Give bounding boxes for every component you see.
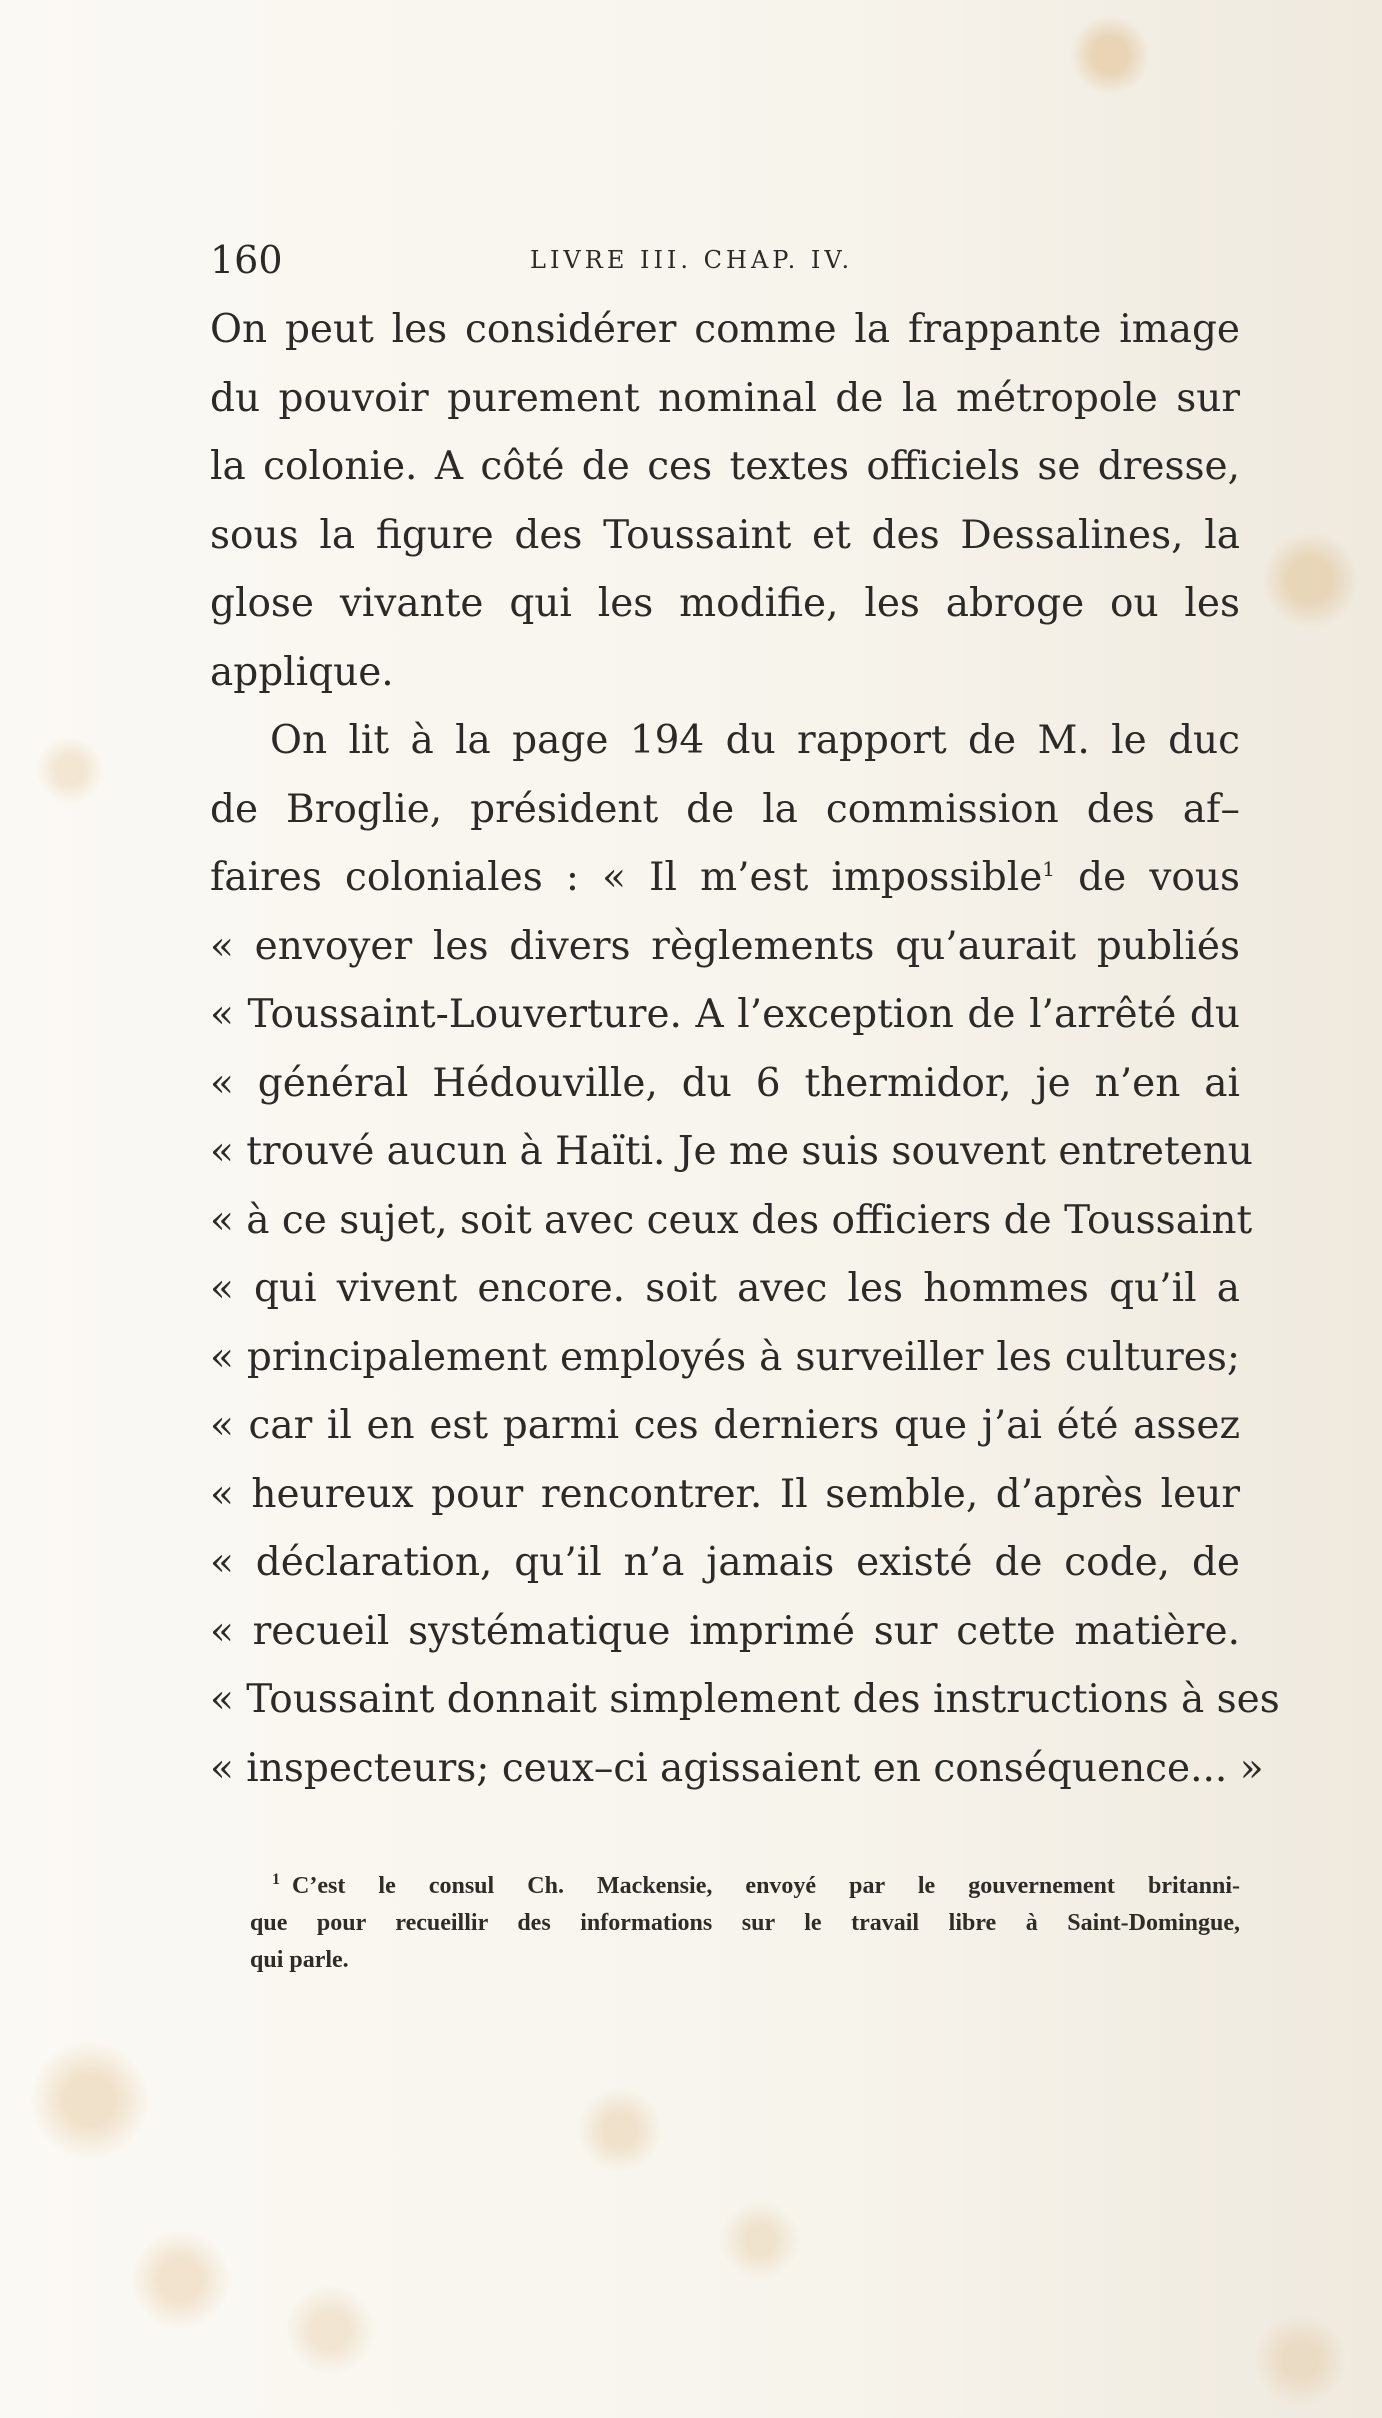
body-line: de Broglie, président de la commission des af– xyxy=(210,786,1240,832)
body-line: « inspecteurs; ceux–ci agissaient en conséquence... » xyxy=(210,1745,1264,1791)
body-line: sous la figure des Toussaint et des Dessalines, la xyxy=(210,512,1240,558)
body-line: « déclaration, qu’il n’a jamais existé de code, de xyxy=(210,1540,1240,1585)
footnote xyxy=(250,1868,1240,1979)
footnote-line xyxy=(250,1868,1240,1905)
body-line: On peut les considérer comme la frappante image xyxy=(210,307,1240,352)
body-line: « Toussaint donnait simplement des instructions à ses xyxy=(210,1677,1280,1722)
body-line: « qui vivent encore. soit avec les hommes qu’il a xyxy=(210,1266,1240,1311)
body-line: « à ce sujet, soit avec ceux des officiers de Toussaint xyxy=(210,1197,1253,1243)
footnote-line: que pour recueillir des informations sur le travail libre à Saint-Domingue, xyxy=(250,1910,1240,1936)
body-line-text: faires coloniales : « Il m’est impossible xyxy=(210,855,1043,900)
body-line: « car il en est parmi ces derniers que j’ai été assez xyxy=(210,1403,1240,1448)
body-line: « principalement employés à surveiller les cultures; xyxy=(210,1334,1240,1380)
body-line: « général Hédouville, du 6 thermidor, je n’en ai xyxy=(210,1060,1240,1106)
body-text xyxy=(210,296,1280,1803)
footnote-marker: 1 xyxy=(272,1871,280,1888)
body-line: « trouvé aucun à Haïti. Je me suis souvent entretenu xyxy=(210,1129,1253,1174)
page-number: 160 xyxy=(210,238,283,282)
running-head: LIVRE III. CHAP. IV. xyxy=(530,246,854,274)
body-line: « Toussaint-Louverture. A l’exception de l’arrêté du xyxy=(210,992,1240,1037)
body-line-with-footnote-ref xyxy=(210,844,1240,913)
body-line: On lit à la page 194 du rapport de M. le duc xyxy=(270,718,1240,763)
body-line: « recueil systématique imprimé sur cette matière. xyxy=(210,1608,1240,1654)
body-line: du pouvoir purement nominal de la métropole sur xyxy=(210,375,1240,421)
body-line-tail: de vous xyxy=(1078,855,1240,900)
body-line: la colonie. A côté de ces textes officiels se dresse, xyxy=(210,444,1240,489)
body-line: glose vivante qui les modifie, les abroge ou les xyxy=(210,581,1240,626)
page-header xyxy=(210,233,1240,287)
footnote-text: C’est le consul Ch. Mackensie, envoyé par le gouvernement britanni- xyxy=(292,1873,1240,1899)
body-line: « heureux pour rencontrer. Il semble, d’après leur xyxy=(210,1471,1240,1517)
body-line: « envoyer les divers règlements qu’aurait publiés xyxy=(210,923,1240,969)
footnote-line: qui parle. xyxy=(250,1947,349,1973)
body-line: applique. xyxy=(210,649,394,695)
footnote-reference: 1 xyxy=(1042,857,1056,881)
